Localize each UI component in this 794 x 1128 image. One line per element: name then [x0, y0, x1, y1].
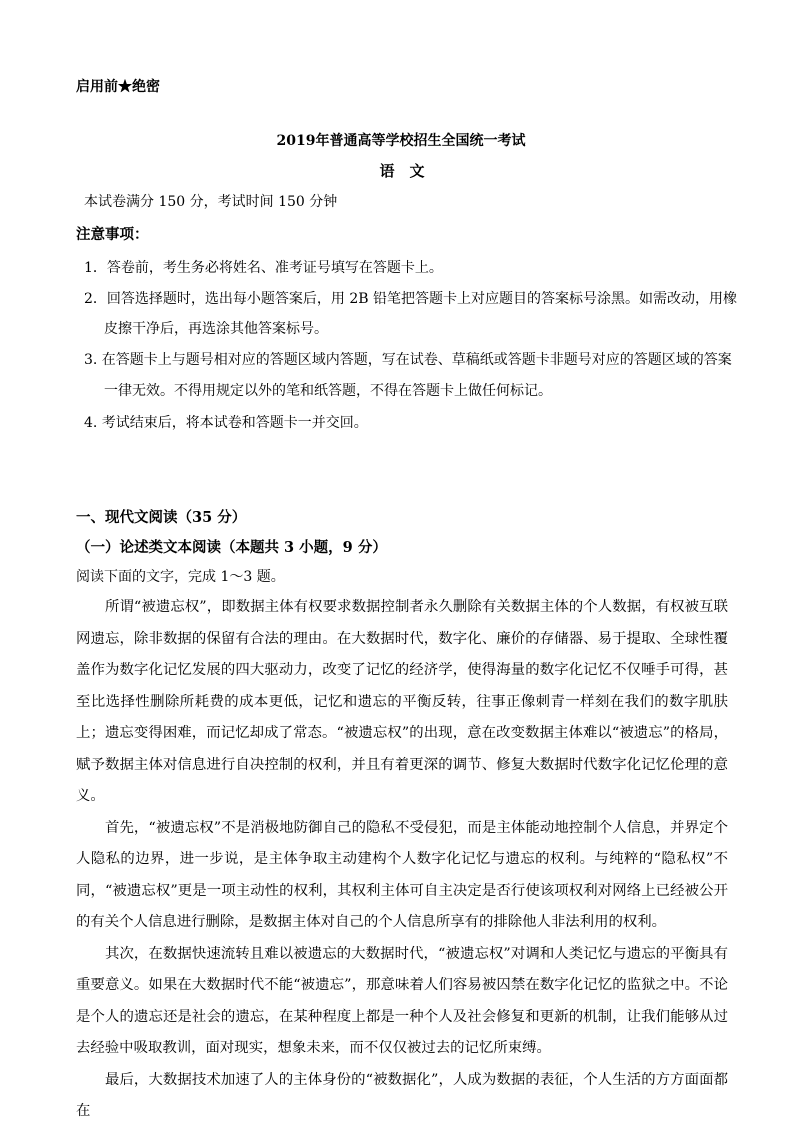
- passage-paragraph: 最后，大数据技术加速了人的主体身份的“被数据化”，人成为数据的表征，个人生活的方方面面都在: [76, 1071, 728, 1119]
- passage-paragraph: 其次，在数据快速流转且难以被遗忘的大数据时代，“被遗忘权”对调和人类记忆与遗忘的平衡具有重要意义。如果在大数据时代不能“被遗忘”，那意味着人们容易被囚禁在数字化记忆的监狱之中。不论是个人的遗忘还是社会的遗忘，在某种程度上都是一种个人及社会修复和更新的机制，让我们能够从过去经验中吸取教训，面对现实，想象未来，而不仅仅被过去的记忆所束缚。: [76, 945, 728, 1056]
- note-item: 3. 在答题卡上与题号相对应的答题区域内答题，写在试卷、草稿纸或答题卡非题号对应的答题区域的答案: [84, 352, 732, 368]
- reading-instruction: 阅读下面的文字，完成 1～3 题。: [76, 569, 285, 585]
- classification-label: 启用前★绝密: [76, 79, 160, 95]
- passage-paragraph: 所谓“被遗忘权”，即数据主体有权要求数据控制者永久删除有关数据主体的个人数据，有权被互联网遗忘，除非数据的保留有合法的理由。在大数据时代，数字化、廉价的存储器、易于提取、全球性覆盖作为数字化记忆发展的四大驱动力，改变了记忆的经济学，使得海量的数字化记忆不仅唾手可得，甚至比选择性删除所耗费的成本更低，记忆和遗忘的平衡反转，往事正像刺青一样刻在我们的数字肌肤上；遗忘变得困难，而记忆却成了常态。“被遗忘权”的出现，意在改变数据主体难以“被遗忘”的格局，赋予数据主体对信息进行自决控制的权利，并且有着更深的调节、修复大数据时代数字化记忆伦理的意义。: [76, 599, 728, 804]
- notes-heading: 注意事项：: [76, 226, 149, 243]
- exam-meta: 本试卷满分 150 分，考试时间 150 分钟: [84, 194, 338, 210]
- note-item: 2．回答选择题时，选出每小题答案后，用 2B 铅笔把答题卡上对应题目的答案标号涂黑。如需改动，用橡: [84, 291, 738, 307]
- note-item: 4. 考试结束后，将本试卷和答题卡一并交回。: [84, 415, 368, 431]
- exam-title: 2019年普通高等学校招生全国统一考试: [276, 133, 526, 149]
- section-title: 一、现代文阅读（35 分）: [76, 509, 247, 526]
- exam-subject: 语 文: [379, 162, 425, 180]
- section-subtitle: （一）论述类文本阅读（本题共 3 小题，9 分）: [76, 539, 387, 556]
- reading-passage: [76, 592, 728, 1128]
- passage-paragraph: 首先，“被遗忘权”不是消极地防御自己的隐私不受侵犯，而是主体能动地控制个人信息，并界定个人隐私的边界，进一步说，是主体争取主动建构个人数字化记忆与遗忘的权利。与纯粹的“隐私权”不同，“被遗忘权”更是一项主动性的权利，其权利主体可自主决定是否行使该项权利对网络上已经被公开的有关个人信息进行删除，是数据主体对自己的个人信息所享有的排除他人非法利用的权利。: [76, 819, 728, 930]
- note-item: 1．答卷前，考生务必将姓名、准考证号填写在答题卡上。: [84, 260, 443, 276]
- note-item-continuation: 皮擦干净后，再选涂其他答案标号。: [104, 321, 328, 337]
- note-item-continuation: 一律无效。不得用规定以外的笔和纸答题，不得在答题卡上做任何标记。: [104, 383, 552, 399]
